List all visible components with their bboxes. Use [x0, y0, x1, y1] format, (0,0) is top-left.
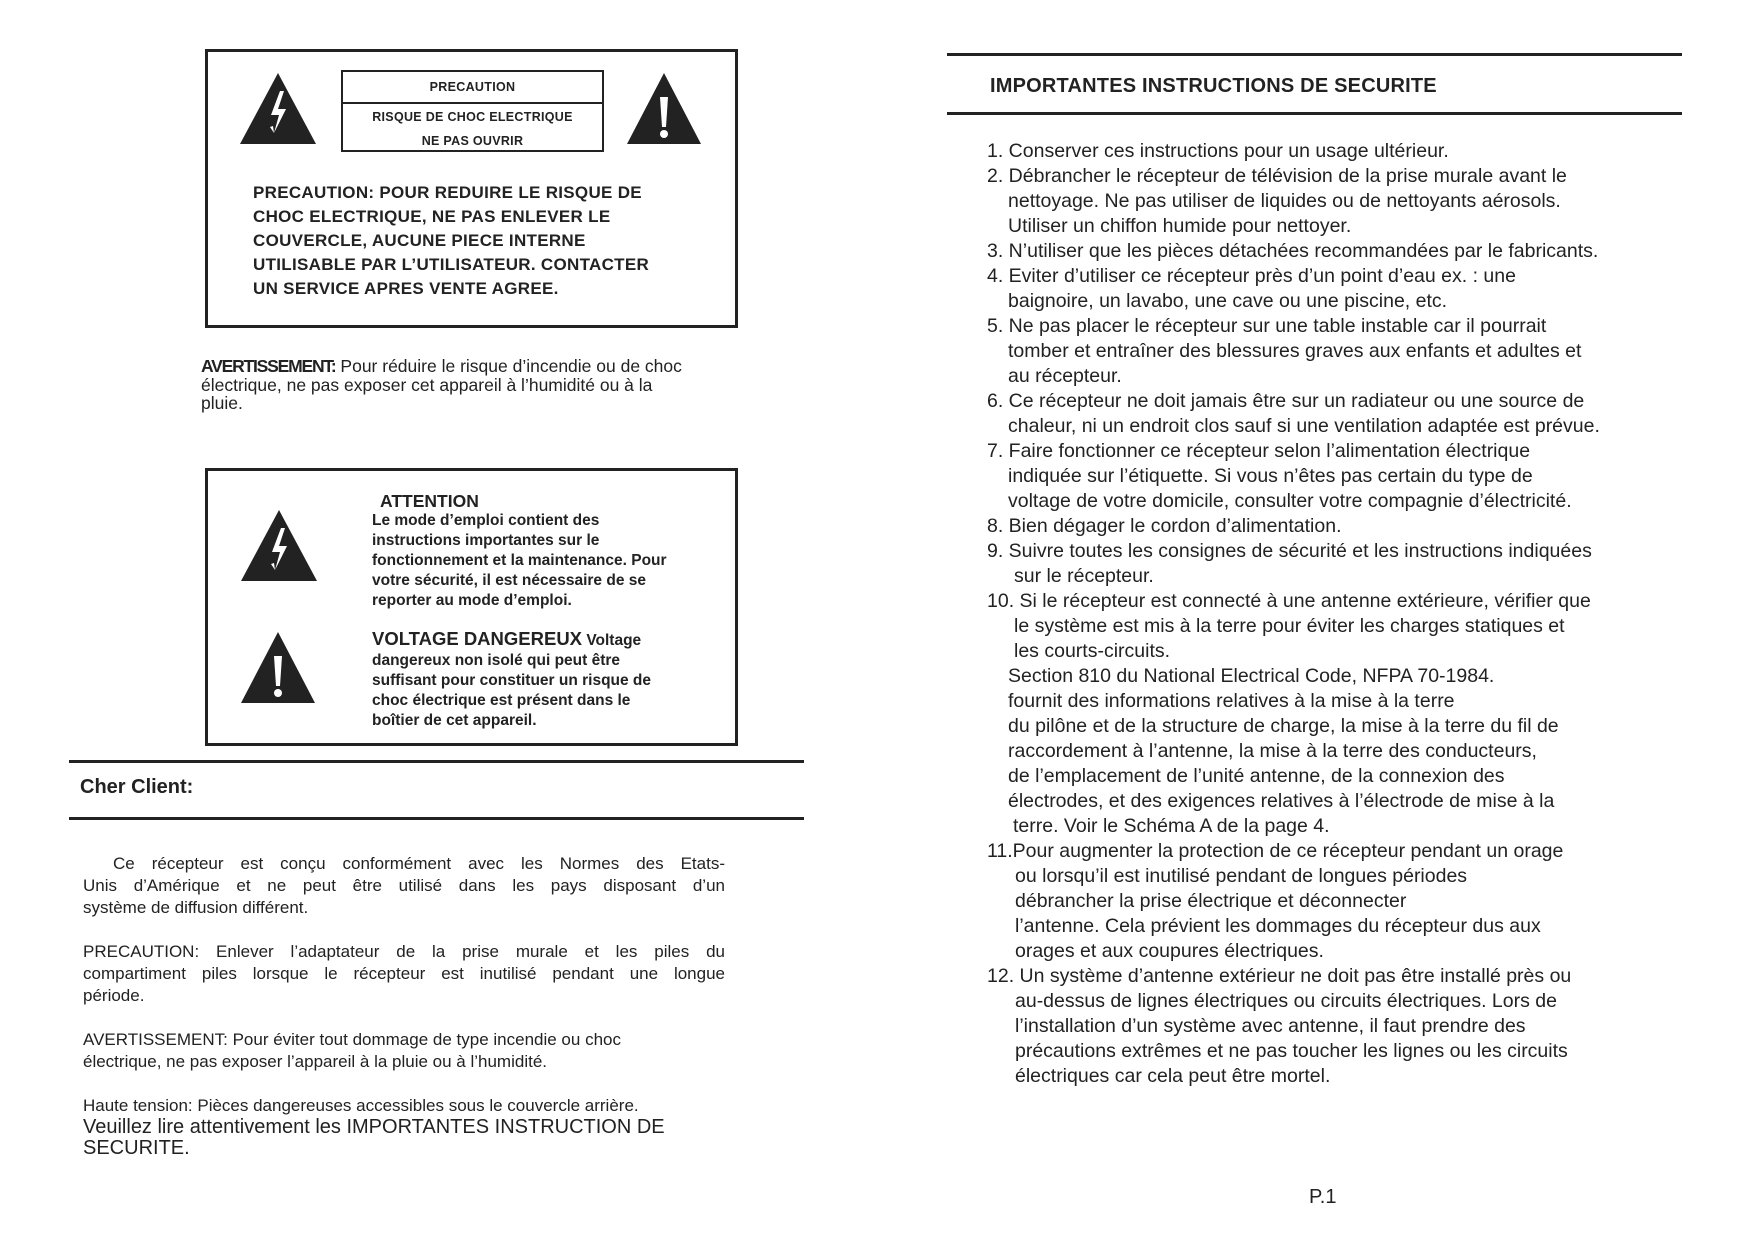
- caution-text-line: COUVERCLE, AUCUNE PIECE INTERNE: [253, 231, 586, 250]
- voltage-line: dangereux non isolé qui peut être: [372, 652, 621, 669]
- instruction-line: 7. Faire fonctionner ce récepteur selon l’alimentation électrique: [987, 440, 1531, 462]
- warning-text-line2: électrique, ne pas exposer cet appareil à l’humidité ou à la: [201, 374, 653, 395]
- client-p3-line: électrique, ne pas exposer l’appareil à la pluie ou à l’humidité.: [83, 1052, 548, 1071]
- client-p2: [83, 941, 725, 985]
- caution-text-line: UN SERVICE APRES VENTE AGREE.: [253, 279, 559, 298]
- voltage-line: choc électrique est présent dans le: [372, 692, 631, 709]
- instruction-line: baignoire, un lavabo, une cave ou une piscine, etc.: [1008, 290, 1448, 312]
- exclamation-warning-icon: [625, 71, 703, 146]
- instruction-line: l’antenne. Cela prévient les dommages du récepteur dus aux: [1015, 915, 1541, 937]
- client-p2-line: période.: [83, 986, 145, 1005]
- caution-text-line: CHOC ELECTRIQUE, NE PAS ENLEVER LE: [253, 207, 611, 226]
- instruction-line: ou lorsqu’il est inutilisé pendant de longues périodes: [1015, 865, 1468, 887]
- client-p1-line: système de diffusion différent.: [83, 898, 309, 917]
- client-p1-line: Ce récepteur est conçu conformément avec les Normes des Etats-: [113, 854, 725, 873]
- caution-label-title: PRECAUTION: [343, 72, 602, 104]
- attention-line: fonctionnement et la maintenance. Pour: [372, 552, 667, 569]
- instruction-line: voltage de votre domicile, consulter votre compagnie d’électricité.: [1008, 490, 1572, 512]
- caution-label-line1: RISQUE DE CHOC ELECTRIQUE: [372, 110, 573, 124]
- lightning-warning-icon: [239, 508, 319, 583]
- instruction-line: Utiliser un chiffon humide pour nettoyer.: [1008, 215, 1352, 237]
- client-p2-line: compartiment piles lorsque le récepteur est inutilisé pendant une longue: [83, 964, 725, 983]
- client-p4-line: Haute tension: Pièces dangereuses accessibles sous le couvercle arrière.: [83, 1096, 639, 1115]
- voltage-line: boîtier de cet appareil.: [372, 712, 537, 729]
- instruction-line: 5. Ne pas placer le récepteur sur une table instable car il pourrait: [987, 315, 1547, 337]
- client-p5-line: SECURITE.: [83, 1137, 190, 1159]
- instruction-line: raccordement à l’antenne, la mise à la terre des conducteurs,: [1008, 740, 1537, 762]
- instruction-line: le système est mis à la terre pour éviter les charges statiques et: [1014, 615, 1565, 637]
- client-p3: [83, 1029, 725, 1073]
- client-p1: [83, 853, 725, 897]
- caution-text: [253, 181, 649, 301]
- instruction-line: chaleur, ni un endroit clos sauf si une ventilation adaptée est prévue.: [1008, 415, 1600, 437]
- page-number: P.1: [1309, 1186, 1337, 1208]
- instruction-line: 11.Pour augmenter la protection de ce récepteur pendant un orage: [987, 840, 1564, 862]
- client-p1-line: Unis d’Amérique et ne peut être utilisé dans les pays disposant d’un: [83, 876, 725, 895]
- divider: [69, 817, 804, 820]
- instruction-line: sur le récepteur.: [1014, 565, 1154, 587]
- attention-box: [205, 468, 738, 746]
- attention-title: ATTENTION: [380, 491, 479, 511]
- instruction-line: terre. Voir le Schéma A de la page 4.: [1013, 815, 1330, 837]
- instruction-line: 3. N’utiliser que les pièces détachées recommandées par le fabricants.: [987, 240, 1599, 262]
- instruction-line: de l’emplacement de l’unité antenne, de la connexion des: [1008, 765, 1505, 787]
- exclamation-warning-icon: [239, 630, 317, 705]
- instruction-line: au récepteur.: [1008, 365, 1122, 387]
- caution-text-line: UTILISABLE PAR L’UTILISATEUR. CONTACTER: [253, 255, 650, 274]
- voltage-first: Voltage: [582, 632, 642, 649]
- caution-label-line2: NE PAS OUVRIR: [421, 134, 524, 148]
- instruction-line: 2. Débrancher le récepteur de télévision de la prise murale avant le: [987, 165, 1567, 187]
- instruction-line: tomber et entraîner des blessures graves aux enfants et adultes et: [1008, 340, 1582, 362]
- divider: [69, 760, 804, 763]
- divider: [947, 112, 1682, 115]
- instruction-line: électriques car cela peut être mortel.: [1015, 1065, 1331, 1087]
- warning-text-line1: Pour réduire le risque d’incendie ou de choc: [335, 356, 682, 376]
- voltage-title: VOLTAGE DANGEREUX: [372, 628, 583, 649]
- divider: [947, 53, 1682, 56]
- instruction-line: orages et aux coupures électriques.: [1015, 940, 1324, 962]
- caution-text-line: PRECAUTION: POUR REDUIRE LE RISQUE DE: [253, 183, 642, 202]
- instruction-line: débrancher la prise électrique et déconnecter: [1015, 890, 1407, 912]
- instruction-line: 9. Suivre toutes les consignes de sécurité et les instructions indiquées: [987, 540, 1592, 562]
- attention-text: [372, 491, 667, 731]
- instruction-line: 6. Ce récepteur ne doit jamais être sur un radiateur ou une source de: [987, 390, 1585, 412]
- attention-line: instructions importantes sur le: [372, 532, 600, 549]
- instruction-line: du pilône et de la structure de charge, la mise à la terre du fil de: [1008, 715, 1559, 737]
- instruction-line: fournit des informations relatives à la mise à la terre: [1008, 690, 1455, 712]
- instruction-line: 4. Eviter d’utiliser ce récepteur près d’un point d’eau ex. : une: [987, 265, 1516, 287]
- instruction-line: Section 810 du National Electrical Code, NFPA 70-1984.: [1008, 665, 1495, 687]
- client-paragraphs: [83, 853, 725, 1159]
- attention-line: Le mode d’emploi contient des: [372, 512, 600, 529]
- client-heading: Cher Client:: [80, 776, 194, 798]
- warning-paragraph: [201, 357, 761, 413]
- instruction-line: l’installation d’un système avec antenne, il faut prendre des: [1015, 1015, 1526, 1037]
- instruction-line: 1. Conserver ces instructions pour un usage ultérieur.: [987, 140, 1449, 162]
- instruction-line: au-dessus de lignes électriques ou circuits électriques. Lors de: [1015, 990, 1557, 1012]
- caution-box: [205, 49, 738, 328]
- warning-text-line3: pluie.: [201, 393, 243, 413]
- client-p3-line: AVERTISSEMENT: Pour éviter tout dommage de type incendie ou choc: [83, 1030, 621, 1049]
- warning-label: AVERTISSEMENT:: [201, 356, 336, 376]
- lightning-warning-icon: [238, 71, 318, 146]
- attention-line: votre sécurité, il est nécessaire de se: [372, 572, 646, 589]
- client-p5: [83, 1117, 725, 1159]
- client-p1-end: [83, 897, 725, 919]
- client-p2-line: PRECAUTION: Enlever l’adaptateur de la prise murale et les piles du: [83, 942, 725, 961]
- client-p4: [83, 1095, 725, 1117]
- instruction-line: 8. Bien dégager le cordon d’alimentation.: [987, 515, 1342, 537]
- instruction-line: les courts-circuits.: [1014, 640, 1171, 662]
- instruction-line: indiquée sur l’étiquette. Si vous n’êtes pas certain du type de: [1008, 465, 1533, 487]
- instruction-line: 12. Un système d’antenne extérieur ne doit pas être installé près ou: [987, 965, 1572, 987]
- client-p5-line: Veuillez lire attentivement les IMPORTANTES INSTRUCTION DE: [83, 1116, 665, 1138]
- attention-line: reporter au mode d’emploi.: [372, 592, 572, 609]
- instruction-line: nettoyage. Ne pas utiliser de liquides ou de nettoyants aérosols.: [1008, 190, 1561, 212]
- instruction-line: 10. Si le récepteur est connecté à une antenne extérieure, vérifier que: [987, 590, 1591, 612]
- caution-label: [341, 70, 604, 152]
- instructions-list: [987, 139, 1600, 1089]
- client-p2-end: [83, 985, 725, 1007]
- instruction-line: précautions extrêmes et ne pas toucher les lignes ou les circuits: [1015, 1040, 1568, 1062]
- instructions-title: IMPORTANTES INSTRUCTIONS DE SECURITE: [990, 75, 1437, 97]
- voltage-line: suffisant pour constituer un risque de: [372, 672, 652, 689]
- instruction-line: électrodes, et des exigences relatives à l’électrode de mise à la: [1008, 790, 1555, 812]
